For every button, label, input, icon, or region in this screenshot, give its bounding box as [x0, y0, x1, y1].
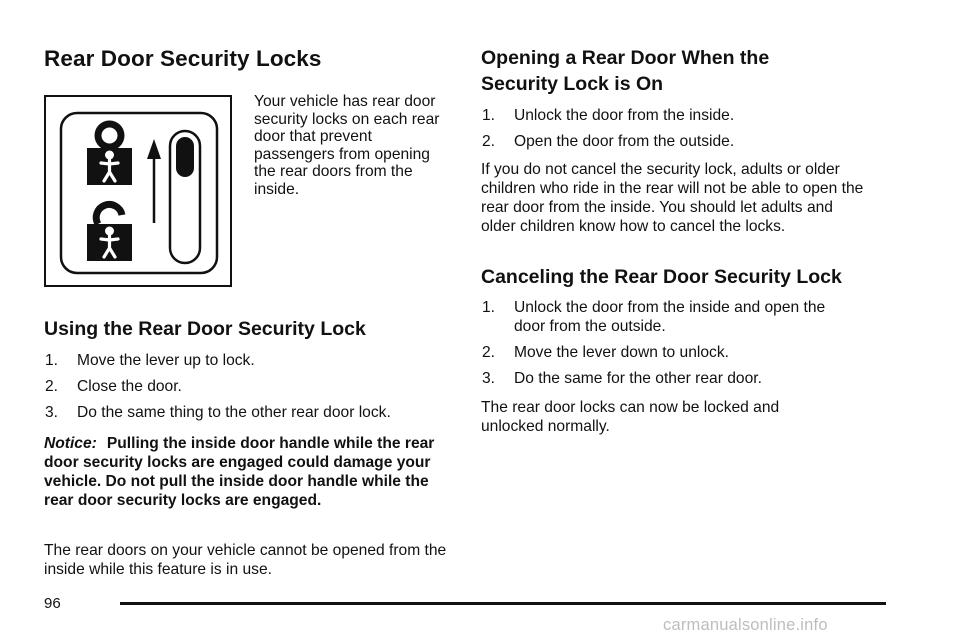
- section-heading-opening: Opening a Rear Door When the Security Lock is On: [481, 47, 770, 95]
- step-number: 1.: [482, 299, 496, 316]
- step-text: Do the same thing to the other rear door lock.: [77, 404, 391, 421]
- step-text: Move the lever down to unlock.: [514, 344, 729, 361]
- step-number: 2.: [482, 344, 496, 361]
- notice-paragraph: [44, 434, 452, 510]
- footer-rule: [120, 602, 886, 605]
- intro-paragraph: Your vehicle has rear door security locks on each rear door that prevent passengers from opening the rear doors from the inside.: [254, 93, 440, 198]
- step-number: 1.: [482, 107, 496, 124]
- page-title: Rear Door Security Locks: [44, 46, 322, 71]
- step-number: 2.: [482, 133, 496, 150]
- canceling-paragraph: The rear door locks can now be locked and unlocked normally.: [481, 399, 780, 435]
- step-text: Close the door.: [77, 378, 182, 395]
- unlocked-child-icon: [87, 204, 132, 261]
- list-item: [481, 343, 881, 362]
- canceling-steps-list: [481, 298, 881, 395]
- closing-paragraph: The rear doors on your vehicle cannot be opened from the inside while this feature is in use.: [44, 542, 447, 578]
- list-item: [481, 106, 901, 125]
- list-item: [44, 403, 454, 422]
- section-heading-canceling: Canceling the Rear Door Security Lock: [481, 266, 842, 288]
- lock-panel-outline: [61, 113, 217, 273]
- step-text: Unlock the door from the inside.: [514, 107, 735, 124]
- notice-text: Pulling the inside door handle while the rear door security locks are engaged could damage your vehicle. Do not pull the inside door handle while the rear door security locks are engaged.: [44, 435, 435, 509]
- list-item: [481, 298, 881, 336]
- step-text: Open the door from the outside.: [514, 133, 735, 150]
- step-text: Unlock the door from the inside and open the door from the outside.: [514, 299, 826, 335]
- step-number: 3.: [45, 404, 59, 421]
- section-heading-using: Using the Rear Door Security Lock: [44, 318, 366, 340]
- opening-paragraph: If you do not cancel the security lock, adults or older children who ride in the rear will not be able to open the rear door from the inside. You should let adults and older children know how to cancel the locks.: [481, 161, 864, 235]
- step-number: 3.: [482, 370, 496, 387]
- list-item: [481, 132, 901, 151]
- step-number: 2.: [45, 378, 59, 395]
- step-text: Do the same for the other rear door.: [514, 370, 762, 387]
- arrow-up-icon: [147, 139, 161, 223]
- using-steps-list: [44, 351, 454, 429]
- watermark-text: carmanualsonline.info: [663, 616, 828, 634]
- notice-label: Notice:: [44, 435, 97, 452]
- page-number: 96: [44, 595, 61, 612]
- locked-child-icon: [87, 121, 132, 186]
- list-item: [481, 369, 881, 388]
- child-lock-lever-diagram: [44, 95, 232, 287]
- lock-lever-slot: [170, 131, 200, 263]
- step-text: Move the lever up to lock.: [77, 352, 255, 369]
- list-item: [44, 351, 454, 370]
- list-item: [44, 377, 454, 396]
- child-lock-diagram-svg: [46, 97, 230, 285]
- step-number: 1.: [45, 352, 59, 369]
- lever-knob: [176, 137, 194, 177]
- opening-steps-list: [481, 106, 901, 158]
